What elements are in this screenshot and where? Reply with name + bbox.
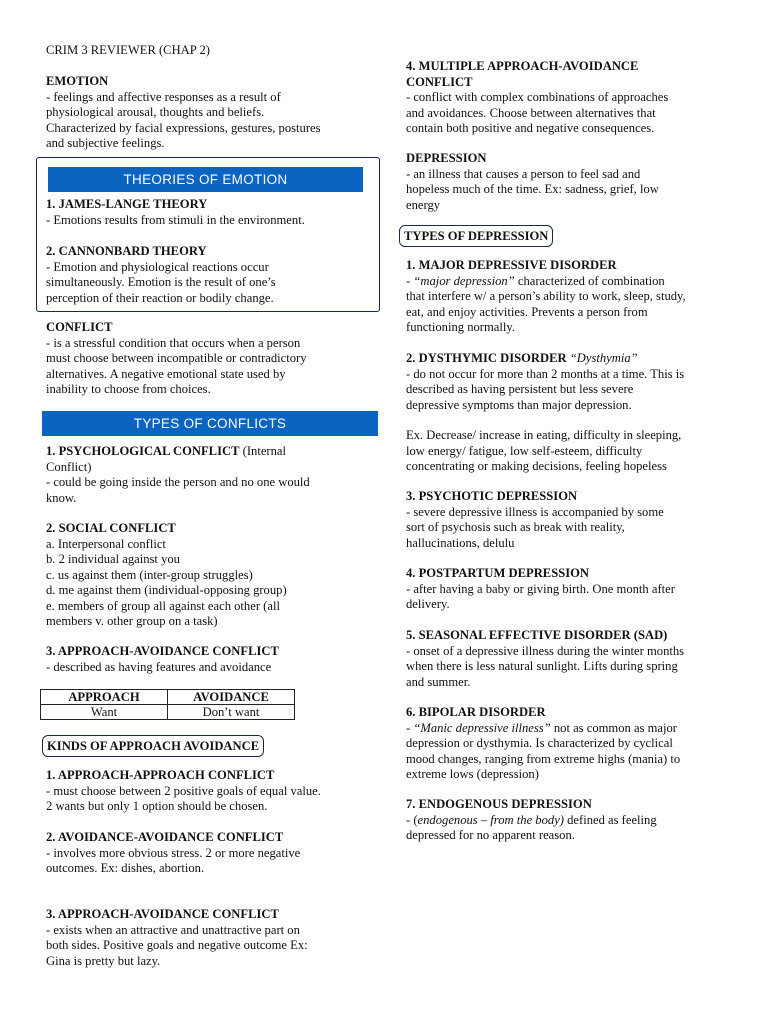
section-multiple-approach-avoidance: 4. MULTIPLE APPROACH-AVOIDANCE CONFLICT - conflict with complex combinations of approaches and avoidances. Choose between alternatives that contain both positive and negative consequences.	[406, 59, 669, 135]
section-seasonal-effective-disorder: 5. SEASONAL EFFECTIVE DISORDER (SAD) - onset of a depressive illness during the winter months when there is less natural sunlight. Lifts during spring and summer.	[406, 628, 685, 689]
section-postpartum-depression: 4. POSTPARTUM DEPRESSION - after having a baby or giving birth. One month after delivery.	[406, 566, 675, 611]
pill-kinds-of-approach-avoidance: KINDS OF APPROACH AVOIDANCE	[42, 735, 264, 757]
section-emotion: EMOTION - feelings and affective responses as a result of physiological arousal, thoughts and beliefs. Characterized by facial expressions, gestures, postures and subjective feelings.	[46, 74, 346, 152]
banner-theories-of-emotion: THEORIES OF EMOTION	[48, 167, 363, 192]
table-header-avoidance: AVOIDANCE	[168, 690, 295, 705]
section-cannonbard: 2. CANNONBARD THEORY - Emotion and physiological reactions occur simultaneously. Emotion is the result of one’s perception of their reaction or bodily change.	[46, 244, 276, 305]
heading-emotion: EMOTION	[46, 74, 109, 88]
table-cell-want: Want	[41, 705, 168, 720]
dysthymia-examples: Ex. Decrease/ increase in eating, difficulty in sleeping, low energy/ fatigue, low self-esteem, difficulty concentrating or making decisions, feeling hopeless	[406, 428, 682, 473]
section-endogenous-depression: 7. ENDOGENOUS DEPRESSION - (endogenous – from the body) defined as feeling depressed for no apparent reason.	[406, 797, 657, 842]
section-avoidance-avoidance: 2. AVOIDANCE-AVOIDANCE CONFLICT - involves more obvious stress. 2 or more negative outcomes. Ex: dishes, abortion.	[46, 830, 301, 875]
section-dysthymic-disorder: 2. DYSTHYMIC DISORDER “Dysthymia” - do not occur for more than 2 months at a time. This is described as having persistent but less severe depressive symptoms than major depression.	[406, 351, 685, 412]
table-header-approach: APPROACH	[41, 690, 168, 705]
section-james-lange: 1. JAMES-LANGE THEORY - Emotions results from stimuli in the environment.	[46, 197, 305, 227]
table-cell-dont-want: Don’t want	[168, 705, 295, 720]
banner-types-of-conflicts: TYPES OF CONFLICTS	[42, 411, 378, 436]
section-approach-avoidance: 3. APPROACH-AVOIDANCE CONFLICT - described as having features and avoidance	[46, 644, 279, 674]
section-major-depressive-disorder: 1. MAJOR DEPRESSIVE DISORDER - “major depression” characterized of combination that interfere w/ a person’s ability to work, sleep, study, eat, and enjoy activities. Prevents a person from functioning normally.	[406, 258, 686, 334]
pill-types-of-depression: TYPES OF DEPRESSION	[399, 225, 553, 247]
section-conflict: CONFLICT - is a stressful condition that occurs when a person must choose between incompatible or contradictory alternatives. A negative emotional state used by inability to choose from choices.	[46, 320, 307, 396]
section-bipolar-disorder: 6. BIPOLAR DISORDER - “Manic depressive illness” not as common as major depression or dysthymia. Is characterized by cyclical mood changes, ranging from extreme highs (mania) to extreme lows (depression)	[406, 705, 681, 781]
document-title: CRIM 3 REVIEWER (CHAP 2)	[46, 43, 210, 57]
section-psychological-conflict: 1. PSYCHOLOGICAL CONFLICT (Internal Conflict) - could be going inside the person and no one would know.	[46, 444, 310, 505]
section-approach-avoidance-kind: 3. APPROACH-AVOIDANCE CONFLICT - exists when an attractive and unattractive part on both sides. Positive goals and negative outcome Ex: Gina is pretty but lazy.	[46, 907, 308, 968]
section-social-conflict: 2. SOCIAL CONFLICT a. Interpersonal conflict b. 2 individual against you c. us against them (inter-group struggles) d. me against them (individual-opposing group) e. members of group all against each other (all members v. other group on a task)	[46, 521, 287, 628]
section-psychotic-depression: 3. PSYCHOTIC DEPRESSION - severe depressive illness is accompanied by some sort of psychosis such as break with reality, hallucinations, delulu	[406, 489, 664, 550]
section-approach-approach: 1. APPROACH-APPROACH CONFLICT - must choose between 2 positive goals of equal value. 2 wants but only 1 option should be chosen.	[46, 768, 321, 813]
section-depression: DEPRESSION - an illness that causes a person to feel sad and hopeless much of the time. Ex: sadness, grief, low energy	[406, 151, 659, 212]
approach-avoidance-table	[40, 689, 295, 720]
